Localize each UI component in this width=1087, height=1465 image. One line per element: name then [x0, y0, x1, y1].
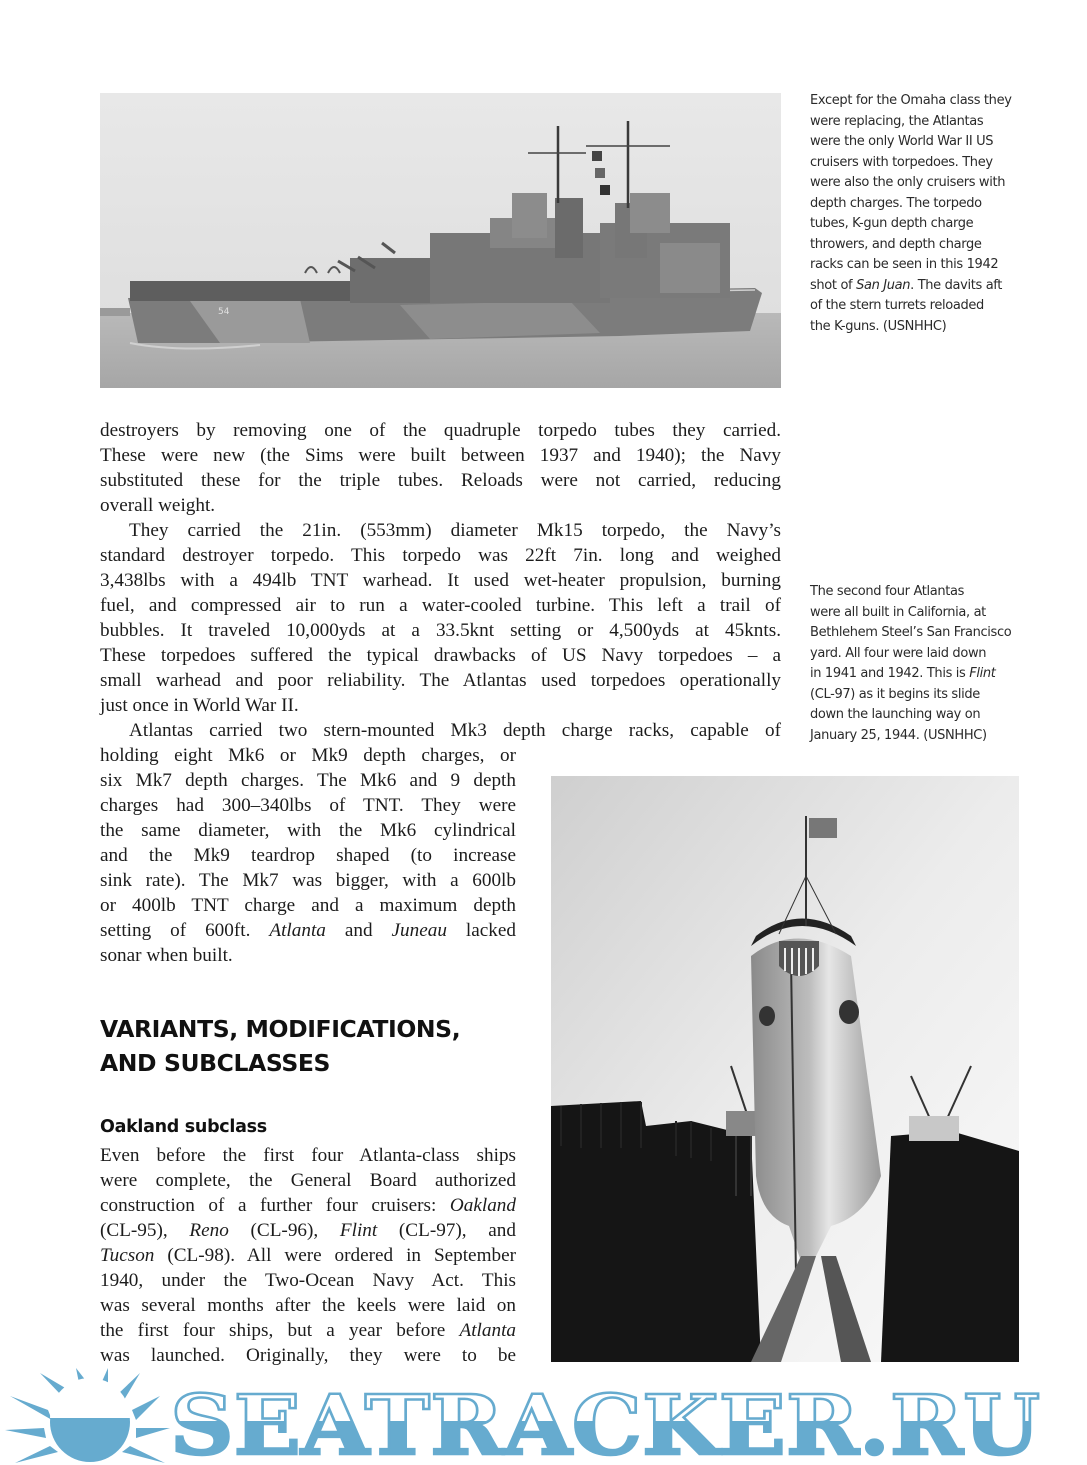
- body-line: bubbles. It traveled 10,000yds at a 33.5knt setting or 4,500yds at 45knts.: [100, 620, 781, 641]
- ship-name-flint: Flint: [969, 666, 996, 681]
- body-line: sonar when built.: [100, 945, 233, 966]
- caption-line: Bethlehem Steel’s San Francisco: [810, 625, 1012, 640]
- ship-name-atlanta: Atlanta: [459, 1320, 516, 1341]
- body-line: holding eight Mk6 or Mk9 depth charges, or: [100, 745, 516, 766]
- caption-line: the K-guns. (USNHHC): [810, 318, 947, 334]
- ship-name-reno: Reno: [189, 1220, 229, 1241]
- body-line: 3,438lbs with a 494lb TNT warhead. It used wet-heater propulsion, burning: [100, 570, 781, 591]
- body-line: They carried the 21in. (553mm) diameter Mk15 torpedo, the Navy’s: [129, 520, 781, 541]
- body-line: just once in World War II.: [100, 695, 299, 716]
- hull-number: 54: [218, 307, 230, 317]
- body-line: These torpedoes suffered the typical drawbacks of US Navy torpedoes – a: [100, 645, 781, 666]
- subsection-heading: Oakland subclass: [100, 1117, 267, 1137]
- body-line: was several months after the keels were laid on: [100, 1295, 516, 1316]
- body-line: substituted these for the triple tubes. Reloads were not carried, reducing: [100, 470, 781, 491]
- body-line: charges had 300–340lbs of TNT. They were: [100, 795, 516, 816]
- caption-line: tubes, K-gun depth charge: [810, 216, 974, 231]
- caption-line: racks can be seen in this 1942: [810, 257, 999, 272]
- caption-line: down the launching way on: [810, 707, 981, 722]
- caption-line: January 25, 1944. (USNHHC): [810, 727, 987, 743]
- caption-line: of the stern turrets reloaded: [810, 298, 984, 313]
- caption-line: were all built in California, at: [810, 604, 986, 620]
- body-line: were complete, the General Board authorized: [100, 1170, 516, 1191]
- body-line: six Mk7 depth charges. The Mk6 and 9 depth: [100, 770, 516, 791]
- section-heading: VARIANTS, MODIFICATIONS, AND SUBCLASSES: [100, 1015, 461, 1077]
- caption-line: The second four Atlantas: [810, 584, 965, 599]
- caption-line: depth charges. The torpedo: [810, 195, 982, 211]
- caption-line: shot of San Juan. The davits aft: [810, 277, 1003, 293]
- photo-caption-san-juan: [810, 91, 1025, 337]
- caption-line: in 1941 and 1942. This is Flint: [810, 666, 996, 681]
- body-line: 1940, under the Two-Ocean Navy Act. This: [100, 1270, 516, 1291]
- body-line: small warhead and poor reliability. The Atlantas used torpedoes operationally: [100, 670, 781, 691]
- seatracker-watermark: [0, 1368, 1087, 1465]
- body-line: standard destroyer torpedo. This torpedo was 22ft 7in. long and weighed: [100, 545, 781, 566]
- flint-launching-photo: [551, 776, 1019, 1362]
- photo-caption-flint: [810, 582, 1025, 746]
- body-line: setting of 600ft. Atlanta and Juneau lacked: [100, 920, 516, 941]
- caption-line: (CL-97) as it begins its slide: [810, 686, 980, 702]
- caption-line: were also the only cruisers with: [810, 175, 1006, 190]
- ship-name-san-juan: San Juan: [856, 277, 911, 293]
- body-line: construction of a further four cruisers: Oakland: [100, 1195, 516, 1216]
- sun-logo-icon: [5, 1368, 170, 1463]
- caption-line: yard. All four were laid down: [810, 645, 987, 661]
- body-line: the first four ships, but a year before Atlanta: [100, 1320, 516, 1341]
- body-line: and the Mk9 teardrop shaped (to increase: [100, 845, 516, 866]
- body-line: Even before the first four Atlanta-class ships: [100, 1145, 516, 1166]
- body-line: the same diameter, with the Mk6 cylindrical: [100, 820, 516, 841]
- ship-name-juneau: Juneau: [391, 920, 447, 941]
- body-line: Atlantas carried two stern-mounted Mk3 depth charge racks, capable of: [129, 720, 781, 741]
- body-line: was launched. Originally, they were to be: [100, 1345, 516, 1366]
- caption-line: cruisers with torpedoes. They: [810, 154, 993, 170]
- cruiser-san-juan-photo: [100, 93, 781, 388]
- ship-name-flint: Flint: [339, 1220, 378, 1241]
- body-line: fuel, and compressed air to run a water-cooled turbine. This left a trail of: [100, 595, 781, 616]
- body-line: Tucson (CL-98). All were ordered in September: [100, 1245, 516, 1266]
- body-text-torpedoes: [100, 418, 781, 743]
- caption-line: throwers, and depth charge: [810, 236, 982, 252]
- body-line: sink rate). The Mk7 was bigger, with a 600lb: [100, 870, 516, 891]
- body-line: destroyers by removing one of the quadruple torpedo tubes they carried.: [100, 420, 781, 441]
- body-text-oakland: [100, 1143, 516, 1368]
- body-line: overall weight.: [100, 495, 216, 516]
- ship-name-atlanta: Atlanta: [269, 920, 326, 941]
- body-text-depth-charges: [100, 743, 516, 968]
- body-line: (CL-95), Reno (CL-96), Flint (CL-97), and: [100, 1220, 516, 1241]
- caption-line: were replacing, the Atlantas: [810, 113, 984, 129]
- body-line: These were new (the Sims were built between 1937 and 1940); the Navy: [100, 445, 781, 466]
- caption-line: Except for the Omaha class they: [810, 93, 1012, 108]
- ship-name-tucson: Tucson: [100, 1245, 155, 1266]
- body-line: or 400lb TNT charge and a maximum depth: [100, 895, 516, 916]
- ship-name-oakland: Oakland: [449, 1195, 516, 1216]
- caption-line: were the only World War II US: [810, 134, 994, 149]
- watermark-text: SEATRACKER.RU: [170, 1378, 1040, 1465]
